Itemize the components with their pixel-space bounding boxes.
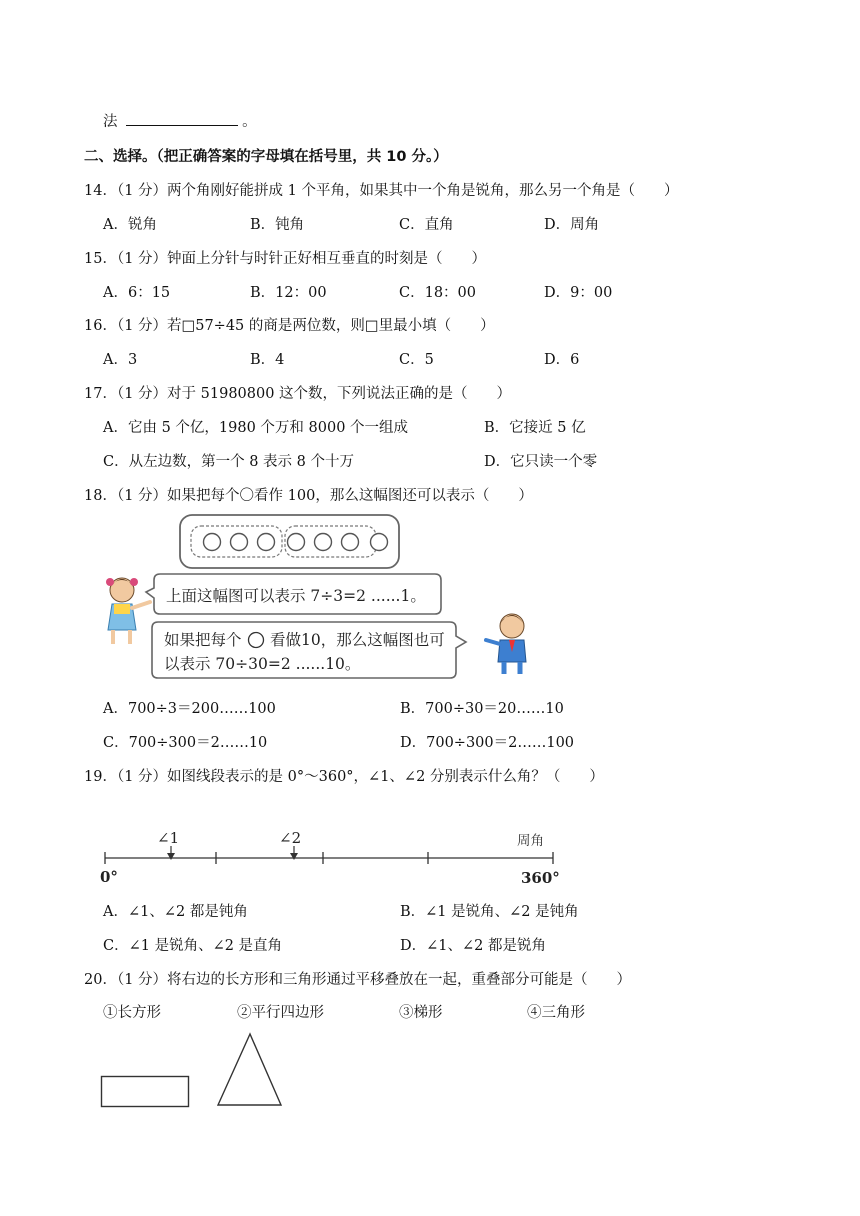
q19-option-d[interactable]: D．∠1、∠2 都是锐角 — [400, 938, 546, 954]
start-value: 0° — [100, 868, 118, 886]
q16-option-a[interactable]: A．3 — [103, 352, 138, 368]
q17-option-d[interactable]: D．它只读一个零 — [484, 454, 598, 470]
arrow-head-icon — [290, 853, 298, 860]
q19-option-b[interactable]: B．∠1 是锐角、∠2 是钝角 — [400, 904, 579, 920]
q16-option-b[interactable]: B．4 — [250, 352, 285, 368]
question-14-stem: 14．（1 分）两个角刚好能拼成 1 个平角，如果其中一个角是锐角，那么另一个角是（ ） — [84, 183, 679, 199]
q18-option-c[interactable]: C．700÷300＝2……10 — [103, 735, 268, 751]
answer-blank[interactable] — [126, 111, 238, 126]
q18-option-d[interactable]: D．700÷300＝2……100 — [400, 735, 575, 751]
q16-option-d[interactable]: D．6 — [544, 352, 580, 368]
q14-option-b[interactable]: B．钝角 — [250, 217, 305, 233]
angle-1-label: ∠1 — [157, 829, 180, 847]
question-20-stem: 20．（1 分）将右边的长方形和三角形通过平移叠放在一起，重叠部分可能是（ ） — [84, 972, 632, 988]
boy-figure-icon — [486, 614, 526, 674]
q13-suffix: 。 — [242, 114, 257, 130]
q14-option-c[interactable]: C．直角 — [399, 217, 454, 233]
question-17-stem: 17．（1 分）对于 51980800 这个数，下列说法正确的是（ ） — [84, 386, 512, 402]
q18-option-a[interactable]: A．700÷3＝200……100 — [103, 701, 276, 717]
circle-icon — [288, 534, 305, 551]
section-heading: 二、选择。（把正确答案的字母填在括号里，共 10 分。） — [84, 149, 448, 165]
q17-option-a[interactable]: A．它由 5 个亿，1980 个万和 8000 个一组成 — [103, 420, 409, 436]
circle-icon — [204, 534, 221, 551]
q16-option-c[interactable]: C．5 — [399, 352, 434, 368]
q17-option-c[interactable]: C．从左边数，第一个 8 表示 8 个十万 — [103, 454, 354, 470]
q20-choice-1: ①长方形 — [103, 1005, 161, 1021]
circle-icon — [258, 534, 275, 551]
angle-2-label: ∠2 — [279, 829, 302, 847]
circle-icon — [315, 534, 332, 551]
q13-prefix: 法 — [103, 114, 118, 130]
q18-illustration — [100, 512, 540, 682]
circle-icon — [342, 534, 359, 551]
question-15-stem: 15．（1 分）钟面上分针与时针正好相互垂直的时刻是（ ） — [84, 251, 487, 267]
question-19-stem: 19．（1 分）如图线段表示的是 0°～360°，∠1、∠2 分别表示什么角？（ ） — [84, 769, 604, 785]
circle-icon — [371, 534, 388, 551]
bubble-2-line1b: 看做10，那么这幅图也可 — [270, 631, 445, 649]
q15-option-c[interactable]: C．18：00 — [399, 285, 476, 301]
full-angle-label: 周角 — [517, 833, 544, 849]
arrow-head-icon — [167, 853, 175, 860]
q13-tail — [103, 110, 257, 131]
bubble-1-text: 上面这幅图可以表示 7÷3=2 ......1。 — [166, 587, 426, 605]
bubble-2-line1: 如果把每个 — [164, 631, 242, 649]
q18-option-b[interactable]: B．700÷30＝20……10 — [400, 701, 564, 717]
girl-figure-icon — [106, 578, 150, 644]
q19-option-a[interactable]: A．∠1、∠2 都是钝角 — [103, 904, 248, 920]
question-16-stem: 16．（1 分）若□57÷45 的商是两位数，则□里最小填（ ） — [84, 318, 495, 334]
q20-choice-3: ③梯形 — [399, 1005, 443, 1021]
q15-option-d[interactable]: D．9：00 — [544, 285, 613, 301]
q14-option-d[interactable]: D．周角 — [544, 217, 600, 233]
circle-icon — [231, 534, 248, 551]
end-value: 360° — [521, 869, 560, 887]
q17-option-b[interactable]: B．它接近 5 亿 — [484, 420, 586, 436]
q19-option-c[interactable]: C．∠1 是锐角、∠2 是直角 — [103, 938, 283, 954]
q20-choice-4: ④三角形 — [527, 1005, 585, 1021]
angle-number-line — [95, 826, 565, 888]
q15-option-a[interactable]: A．6：15 — [103, 285, 171, 301]
q20-choice-2: ②平行四边形 — [237, 1005, 324, 1021]
triangle-shape — [218, 1034, 281, 1105]
q20-shapes — [98, 1030, 288, 1112]
bubble-2-line2: 以表示 70÷30=2 ......10。 — [164, 655, 361, 673]
q15-option-b[interactable]: B．12：00 — [250, 285, 327, 301]
circle-icon — [249, 633, 264, 648]
q14-option-a[interactable]: A．锐角 — [103, 217, 157, 233]
rectangle-shape — [102, 1077, 189, 1107]
question-18-stem: 18．（1 分）如果把每个〇看作 100，那么这幅图还可以表示（ ） — [84, 488, 533, 504]
